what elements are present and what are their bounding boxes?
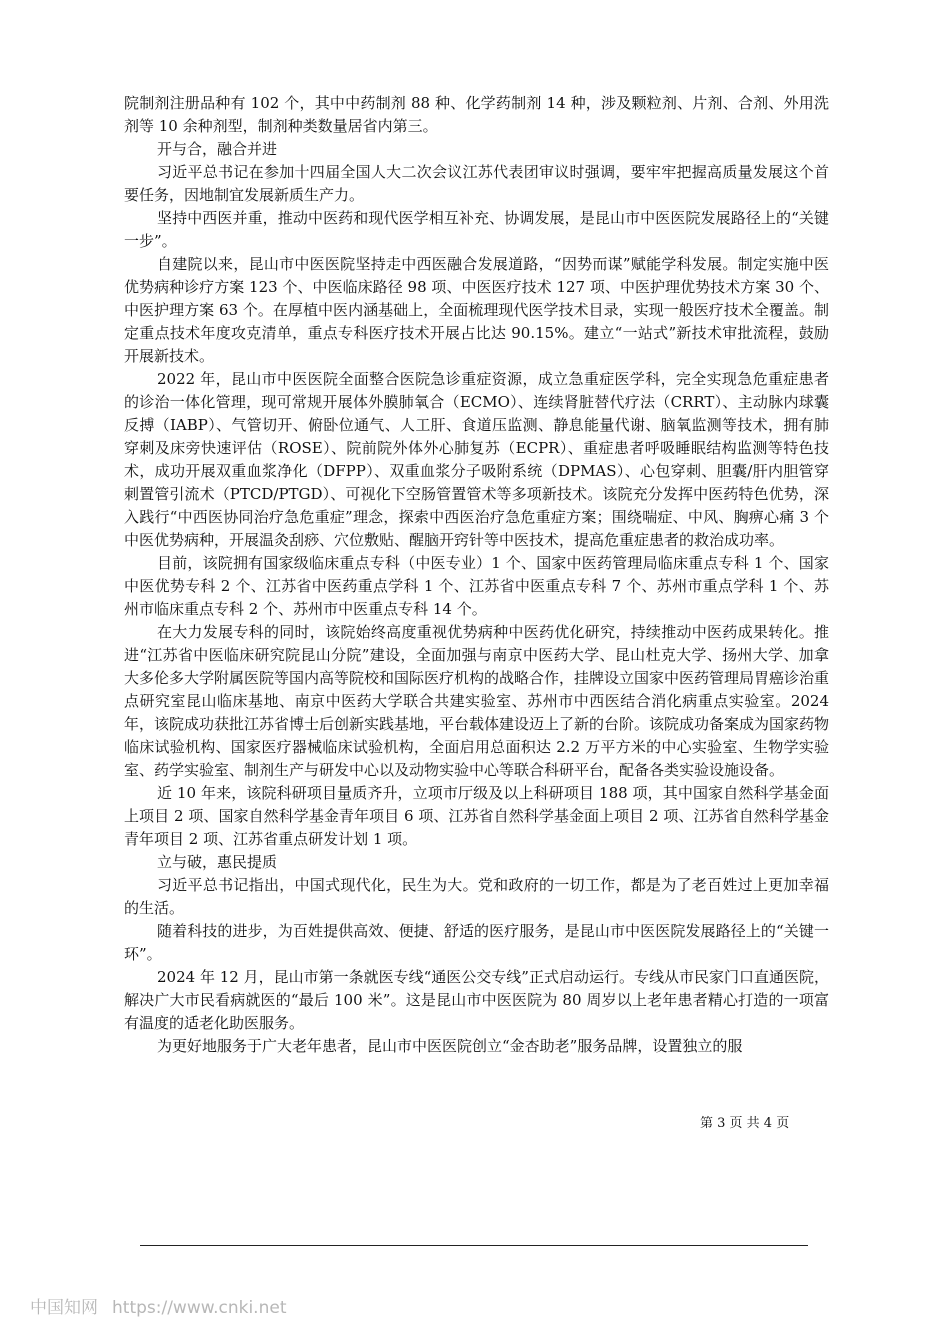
watermark-url[interactable]: https://www.cnki.net <box>112 1298 287 1318</box>
paragraph: 在大力发展专科的同时，该院始终高度重视优势病种中医药优化研究，持续推动中医药成果转化。推进“江苏省中医临床研究院昆山分院”建设，全面加强与南京中医药大学、昆山杜克大学、扬州大学、加拿大多伦多大学附属医院等国内高等院校和国际医疗机构的战略合作，挂牌设立国家中医药管理局胃癌诊治重点研究室昆山临床基地、南京中医药大学联合共建实验室、苏州市中西医结合消化病重点实验室。2024 年，该院成功获批江苏省博士后创新实践基地，平台载体建设迈上了新的台阶。该院成功备案成为国家药物临床试验机构、国家医疗器械临床试验机构，全面启用总面积达 2.2 万平方米的中心实验室、生物学实验室、药学实验室、制剂生产与研发中心以及动物实验中心等联合科研平台，配备各类实验设施设备。 <box>124 623 830 779</box>
paragraph: 为更好地服务于广大老年患者，昆山市中医医院创立“金杏助老”服务品牌，设置独立的服 <box>157 1037 743 1055</box>
paragraph: 近 10 年来，该院科研项目量质齐升，立项市厅级及以上科研项目 188 项，其中国家自然科学基金面上项目 2 项、国家自然科学基金青年项目 6 项、江苏省自然科学基金面上项目 2 项、江苏省自然科学基金青年项目 2 项、江苏省重点研发计划 1 项。 <box>124 784 829 848</box>
article-body <box>124 92 829 1058</box>
cnki-watermark <box>30 1293 286 1318</box>
footer-divider <box>140 1245 808 1246</box>
paragraph: 习近平总书记在参加十四届全国人大二次会议江苏代表团审议时强调，要牢牢把握高质量发展这个首要任务，因地制宜发展新质生产力。 <box>124 163 829 204</box>
paragraph: 2024 年 12 月，昆山市第一条就医专线“通医公交专线”正式启动运行。专线从市民家门口直通医院，解决广大市民看病就医的“最后 100 米”。这是昆山市中医医院为 80 周岁以上老年患者精心打造的一项富有温度的适老化助医服务。 <box>124 968 829 1032</box>
paragraph: 坚持中西医并重，推动中医药和现代医学相互补充、协调发展，是昆山市中医医院发展路径上的“关键一步”。 <box>124 209 829 250</box>
watermark-brand: 中国知网 <box>30 1298 98 1318</box>
paragraph: 立与破，惠民提质 <box>157 853 278 871</box>
paragraph: 目前，该院拥有国家级临床重点专科（中医专业）1 个、国家中医药管理局临床重点专科 1 个、国家中医优势专科 2 个、江苏省中医药重点学科 1 个、江苏省中医重点专科 7 个、苏州市重点学科 1 个、苏州市临床重点专科 2 个、苏州市中医重点专科 14 个。 <box>124 554 829 618</box>
paragraph: 自建院以来，昆山市中医医院坚持走中西医融合发展道路，“因势而谋”赋能学科发展。制定实施中医优势病种诊疗方案 123 个、中医临床路径 98 项、中医医疗技术 127 项、中医护理优势技术方案 30 个、中医护理方案 63 个。在厚植中医内涵基础上，全面梳理现代医学技术目录，实现一般医疗技术全覆盖。制定重点技术年度攻克清单，重点专科医疗技术开展占比达 90.15%。建立“一站式”新技术审批流程，鼓励开展新技术。 <box>124 255 829 365</box>
paragraph: 院制剂注册品种有 102 个，其中中药制剂 88 种、化学药制剂 14 种，涉及颗粒剂、片剂、合剂、外用洗剂等 10 余种剂型，制剂种类数量居省内第三。 <box>124 94 829 135</box>
page-number: 第 3 页 共 4 页 <box>700 1116 790 1131</box>
paragraph: 习近平总书记指出，中国式现代化，民生为大。党和政府的一切工作，都是为了老百姓过上更加幸福的生活。 <box>124 876 829 917</box>
paragraph: 开与合，融合并进 <box>157 140 278 158</box>
paragraph: 2022 年，昆山市中医医院全面整合医院急诊重症资源，成立急重症医学科，完全实现急危重症患者的诊治一体化管理，现可常规开展体外膜肺氧合（ECMO）、连续肾脏替代疗法（CRRT）、主动脉内球囊反搏（IABP）、气管切开、俯卧位通气、人工肝、食道压监测、静息能量代谢、脑氧监测等技术，拥有肺穿刺及床旁快速评估（ROSE）、院前院外体外心肺复苏（ECPR）、重症患者呼吸睡眠结构监测等特色技术，成功开展双重血浆净化（DFPP）、双重血浆分子吸附系统（DPMAS）、心包穿刺、胆囊/肝内胆管穿刺置管引流术（PTCD/PTGD）、可视化下空肠管置管术等多项新技术。该院充分发挥中医药特色优势，深入践行“中西医协同治疗急危重症”理念，探索中西医治疗急危重症方案；围绕喘症、中风、胸痹心痛 3 个中医优势病种，开展温灸刮痧、穴位敷贴、醒脑开窍针等中医技术，提高危重症患者的救治成功率。 <box>124 370 829 549</box>
paragraph: 随着科技的进步，为百姓提供高效、便捷、舒适的医疗服务，是昆山市中医医院发展路径上的“关键一环”。 <box>124 922 829 963</box>
